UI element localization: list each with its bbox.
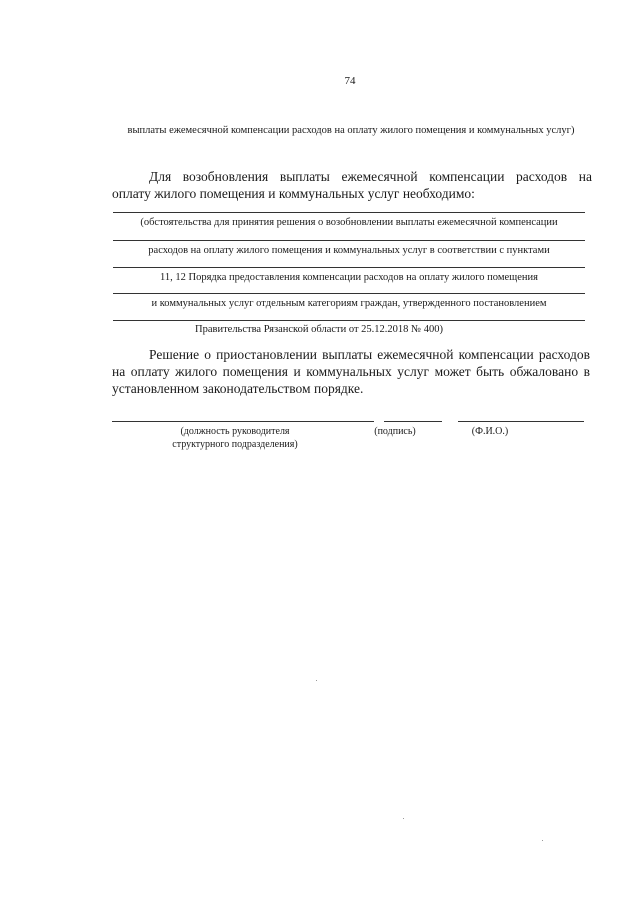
signature-line (384, 421, 442, 422)
scan-speck (316, 680, 317, 681)
note-line-4: и коммунальных услуг отдельным категориям граждан, утвержденного постановлением (151, 298, 547, 309)
signature-label: (подпись) (374, 426, 416, 437)
position-label (150, 425, 320, 451)
fill-line-4 (113, 293, 585, 294)
fill-line-5 (113, 320, 585, 321)
paragraph-resumption-line2: оплату жилого помещения и коммунальных услуг необходимо: (112, 186, 475, 201)
fill-line-2 (113, 240, 585, 241)
paragraph-resumption (112, 168, 592, 202)
note-line-3: 11, 12 Порядка предоставления компенсации расходов на оплату жилого помещения (160, 272, 538, 283)
paragraph-resumption-line1: Для возобновления выплаты ежемесячной компенсации расходов на (149, 169, 592, 184)
fill-line-1 (113, 212, 585, 213)
name-label: (Ф.И.О.) (471, 426, 509, 437)
heading-note: выплаты ежемесячной компенсации расходов на оплату жилого помещения и коммунальных услуг) (127, 125, 575, 136)
position-label-line1: (должность руководителя (180, 426, 290, 437)
scan-speck (403, 818, 404, 819)
position-label-line2: структурного подразделения) (172, 439, 298, 450)
scan-speck (542, 840, 543, 841)
fill-line-3 (113, 267, 585, 268)
note-line-5: Правительства Рязанской области от 25.12.2018 № 400) (195, 324, 443, 335)
position-line (112, 421, 374, 422)
note-line-1: (обстоятельства для принятия решения о возобновлении выплаты ежемесячной компенсации (140, 217, 558, 228)
paragraph-appeal: Решение о приостановлении выплаты ежемесячной компенсации расходов на оплату жилого помещения и коммунальных услуг может быть обжаловано в установленном законодательством порядке. (112, 347, 590, 396)
page-number: 74 (344, 75, 356, 87)
name-line (458, 421, 584, 422)
note-line-2: расходов на оплату жилого помещения и коммунальных услуг в соответствии с пунктами (148, 245, 550, 256)
